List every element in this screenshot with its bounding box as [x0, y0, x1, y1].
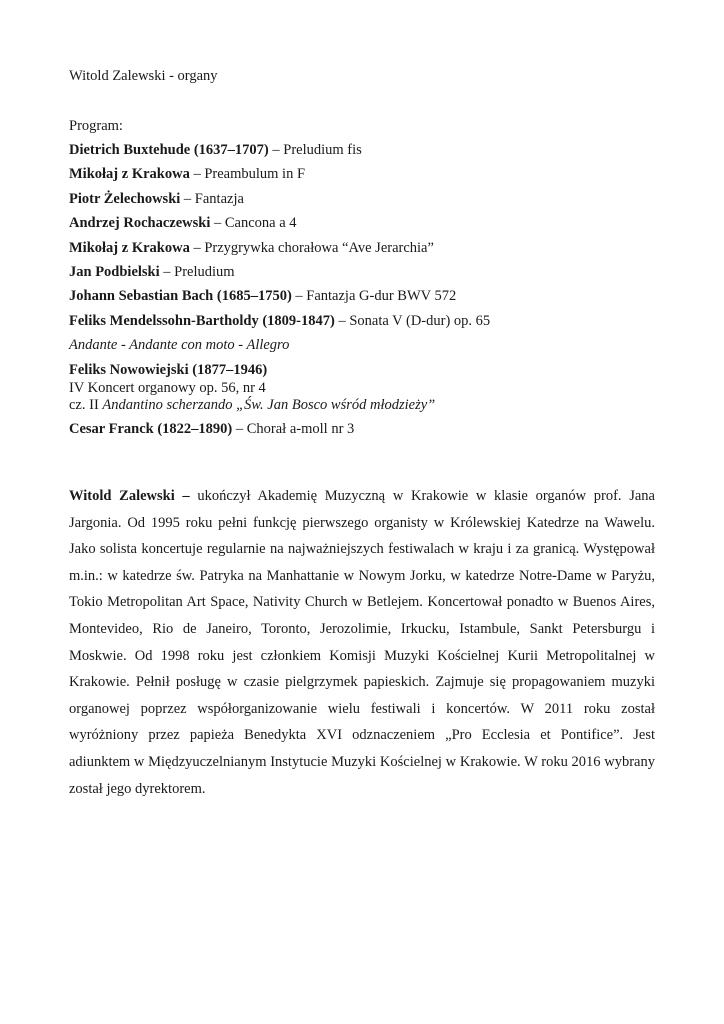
program-item — [69, 238, 490, 262]
biography-paragraph — [69, 483, 655, 802]
program-item — [69, 311, 490, 335]
work-title: Przygrywka chorałowa “Ave Jerarchia” — [204, 239, 434, 256]
work-title: Fantazja G-dur BWV 572 — [306, 288, 457, 305]
separator: – — [268, 142, 284, 158]
work-title: Preludium — [174, 263, 235, 280]
movement-line — [69, 397, 435, 415]
program-item — [69, 262, 490, 286]
program-item-movements — [69, 335, 490, 359]
franck-line — [69, 419, 354, 439]
program-item — [69, 286, 490, 310]
program-item — [69, 164, 490, 188]
bio-text: ukończył Akademię Muzyczną w Krakowie w klasie organów prof. Jana Jargonia. Od 1995 roku pełni funkcję pierwszego organisty w Królewskiej Katedrze na Wawelu. Jako solista koncertuje regularnie na najważniejszych festiwalach w kraju i za granicą. Występował m.in.: w katedrze św. Patryka na Manhattanie w Nowym Jorku, w katedrze Notre-Dame w Paryżu, Tokio Metropolitan Art Space, Nativity Church w Betlejem. Koncertował ponadto w Buenos Aires, Montevideo, Rio de Janeiro, Toronto, Jerozolimie, Irkucku, Istambule, Sankt Petersburgu i Moskwie. Od 1998 roku jest członkiem Komisji Muzyki Kościelnej Kurii Metropolitalnej w Krakowie. Pełnił posługę w czasie pielgrzymek papieskich. Zajmuje się propagowaniem muzyki organowej poprzez współorganizowanie wielu festiwali i koncertów. W 2011 roku został wyróżniony przez papieża Benedykta XVI odznaczeniem „Pro Ecclesia et Pontifice”. Jest adiunktem w Międzyuczelnianym Instytucie Muzyki Kościelnej w Krakowie. W roku 2016 wybrany został jego dyrektorem. — [69, 488, 655, 797]
movement-prefix: cz. II — [69, 397, 103, 413]
composer-name: Piotr Żelechowski — [69, 190, 181, 207]
composer-name: Feliks Mendelssohn-Bartholdy (1809-1847) — [69, 312, 335, 329]
program-label: Program: — [69, 118, 123, 134]
program-item — [69, 140, 490, 164]
composer-name: Dietrich Buxtehude (1637–1707) — [69, 142, 269, 158]
movement-title: Andantino scherzando „Św. Jan Bosco wśród młodzieży” — [102, 397, 436, 413]
work-title: Fantazja — [194, 190, 244, 207]
separator: – — [334, 312, 350, 329]
movements-text: Andante - Andante con moto - Allegro — [69, 337, 290, 354]
work-title: Cancona a 4 — [224, 215, 297, 232]
separator: – — [159, 263, 175, 280]
composer-name: Feliks Nowowiejski (1877–1946) — [69, 362, 268, 378]
separator: – — [189, 239, 205, 256]
composer-name: Andrzej Rochaczewski — [69, 215, 211, 232]
composer-name: Mikołaj z Krakowa — [69, 166, 190, 183]
separator: – — [180, 190, 195, 207]
program-item — [69, 189, 490, 213]
separator: – — [210, 215, 225, 232]
work-title: Sonata V (D-dur) op. 65 — [349, 312, 491, 329]
program-item — [69, 213, 490, 237]
bio-name: Witold Zalewski – — [69, 488, 190, 504]
nowowiejski-block — [69, 362, 435, 415]
performer-line: Witold Zalewski - organy — [69, 68, 218, 84]
work-title: Preambulum in F — [204, 166, 306, 183]
work-title: Preludium fis — [283, 142, 362, 158]
separator: – — [232, 421, 247, 437]
work-title: Chorał a-moll nr 3 — [246, 421, 355, 437]
program-list — [69, 140, 490, 360]
composer-name: Johann Sebastian Bach (1685–1750) — [69, 288, 292, 305]
composer-name: Cesar Franck (1822–1890) — [69, 421, 233, 437]
separator: – — [189, 166, 205, 183]
composer-name: Mikołaj z Krakowa — [69, 239, 190, 256]
work-title: IV Koncert organowy op. 56, nr 4 — [69, 379, 266, 396]
composer-name: Jan Podbielski — [69, 263, 160, 280]
separator: – — [291, 288, 307, 305]
